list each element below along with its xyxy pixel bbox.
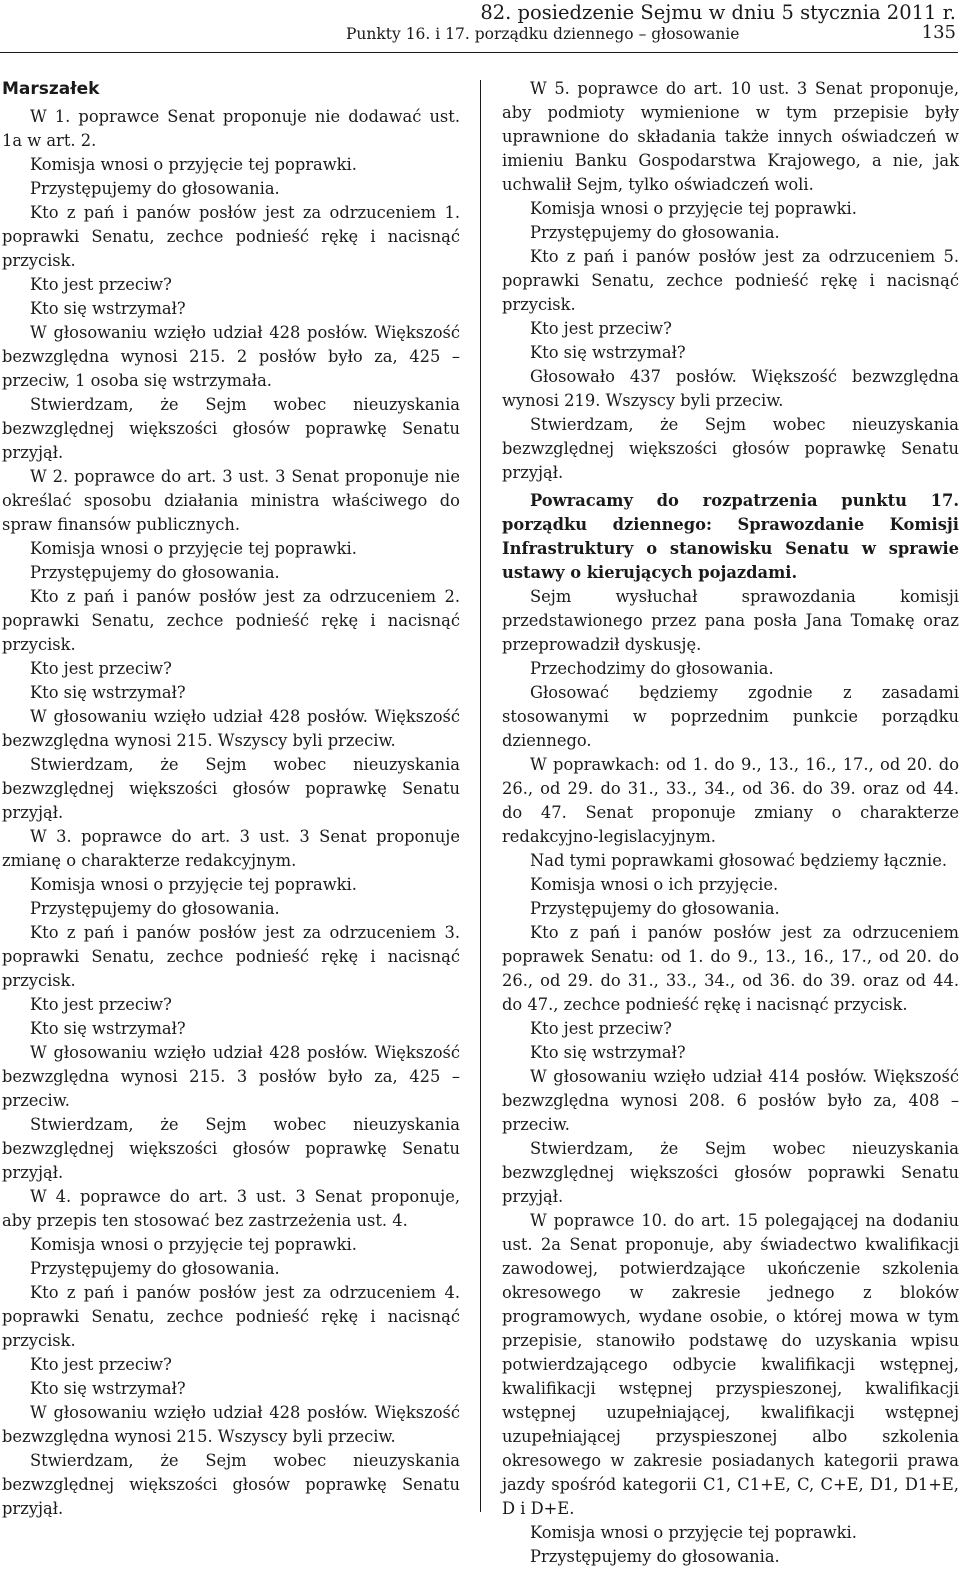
paragraph: Kto się wstrzymał?: [30, 1379, 186, 1398]
column-divider: [480, 80, 481, 1512]
paragraph: W 5. poprawce do art. 10 ust. 3 Senat proponuje, aby podmioty wymienione w tym przepisie były uprawnione do składania także innych oświadczeń w imieniu Banku Gospodarstwa Krajowego, a nie, jak uchwalił Sejm, tylko oświadczeń woli.: [502, 79, 959, 194]
document-subtitle: Punkty 16. i 17. porządku dziennego – głosowanie: [346, 25, 740, 43]
page-number: 135: [921, 22, 956, 43]
paragraph: Przystępujemy do głosowania.: [30, 1259, 280, 1278]
left-column: [2, 77, 460, 1521]
paragraph: Komisja wnosi o przyjęcie tej poprawki.: [30, 1235, 357, 1254]
paragraph: Przystępujemy do głosowania.: [30, 899, 280, 918]
paragraph: Przystępujemy do głosowania.: [530, 223, 780, 242]
paragraph: Kto jest przeciw?: [30, 1355, 172, 1374]
paragraph: Komisja wnosi o przyjęcie tej poprawki.: [30, 875, 357, 894]
paragraph: Komisja wnosi o przyjęcie tej poprawki.: [30, 539, 357, 558]
paragraph: W głosowaniu wzięło udział 428 posłów. Większość bezwzględna wynosi 215. Wszyscy byli przeciw.: [2, 1403, 460, 1446]
speaker-name: Marszałek: [2, 79, 100, 99]
paragraph: Kto z pań i panów posłów jest za odrzuceniem 3. poprawki Senatu, zechce podnieść rękę i nacisnąć przycisk.: [2, 923, 460, 990]
document-title: 82. posiedzenie Sejmu w dniu 5 stycznia 2011 r.: [480, 1, 956, 24]
paragraph: Kto jest przeciw?: [30, 995, 172, 1014]
paragraph: Stwierdzam, że Sejm wobec nieuzyskania bezwzględnej większości głosów poprawkę Senatu przyjął.: [2, 1451, 460, 1518]
paragraph: Kto z pań i panów posłów jest za odrzuceniem 4. poprawki Senatu, zechce podnieść rękę i nacisnąć przycisk.: [2, 1283, 460, 1350]
paragraph: Komisja wnosi o przyjęcie tej poprawki.: [530, 1523, 857, 1542]
paragraph: Komisja wnosi o przyjęcie tej poprawki.: [530, 199, 857, 218]
paragraph: Kto się wstrzymał?: [530, 1043, 686, 1062]
paragraph: Stwierdzam, że Sejm wobec nieuzyskania bezwzględnej większości głosów poprawkę Senatu przyjął.: [2, 1115, 460, 1182]
paragraph: Głosowało 437 posłów. Większość bezwzględna wynosi 219. Wszyscy byli przeciw.: [502, 367, 959, 410]
left-paragraphs: [2, 105, 460, 1521]
paragraph: Kto z pań i panów posłów jest za odrzuceniem 1. poprawki Senatu, zechce podnieść rękę i nacisnąć przycisk.: [2, 203, 460, 270]
paragraph: Komisja wnosi o ich przyjęcie.: [530, 875, 779, 894]
paragraph: Kto jest przeciw?: [30, 659, 172, 678]
paragraph: W głosowaniu wzięło udział 428 posłów. Większość bezwzględna wynosi 215. 3 posłów było za, 425 – przeciw.: [2, 1043, 460, 1110]
paragraph: W głosowaniu wzięło udział 428 posłów. Większość bezwzględna wynosi 215. Wszyscy byli przeciw.: [2, 707, 460, 750]
paragraph: W 3. poprawce do art. 3 ust. 3 Senat proponuje zmianę o charakterze redakcyjnym.: [2, 827, 460, 870]
paragraph: Przystępujemy do głosowania.: [30, 563, 280, 582]
right-paragraphs-after: [502, 585, 959, 1569]
paragraph: Kto z pań i panów posłów jest za odrzuceniem poprawek Senatu: od 1. do 9., 13., 16., 17., od 20. do 26., od 29. do 31., 33., 34., od 36. do 39. oraz od 44. do 47., zechce podnieść rękę i nacisnąć przycisk.: [502, 923, 959, 1014]
paragraph: Stwierdzam, że Sejm wobec nieuzyskania bezwzględnej większości głosów poprawki Senatu przyjął.: [502, 1139, 959, 1206]
paragraph: W 1. poprawce Senat proponuje nie dodawać ust. 1a w art. 2.: [2, 107, 460, 150]
paragraph: Kto się wstrzymał?: [30, 683, 186, 702]
paragraph: Kto się wstrzymał?: [530, 343, 686, 362]
agenda-item-heading: Powracamy do rozpatrzenia punktu 17. porządku dziennego: Sprawozdanie Komisji Infrastruktury o stanowisku Senatu w sprawie ustawy o kierujących pojazdami.: [502, 491, 959, 582]
paragraph: Przechodzimy do głosowania.: [530, 659, 774, 678]
paragraph: W 4. poprawce do art. 3 ust. 3 Senat proponuje, aby przepis ten stosować bez zastrzeżenia ust. 4.: [2, 1187, 460, 1230]
paragraph: W głosowaniu wzięło udział 414 posłów. Większość bezwzględna wynosi 208. 6 posłów było za, 408 – przeciw.: [502, 1067, 959, 1134]
page-header: [0, 0, 958, 77]
paragraph: W głosowaniu wzięło udział 428 posłów. Większość bezwzględna wynosi 215. 2 posłów było za, 425 – przeciw, 1 osoba się wstrzymała.: [2, 323, 460, 390]
paragraph: Stwierdzam, że Sejm wobec nieuzyskania bezwzględnej większości głosów poprawkę Senatu przyjął.: [502, 415, 959, 482]
paragraph: Przystępujemy do głosowania.: [30, 179, 280, 198]
paragraph: W poprawkach: od 1. do 9., 13., 16., 17., od 20. do 26., od 29. do 31., 33., 34., od 36. do 39. oraz od 44. do 47. Senat proponuje zmiany o charakterze redakcyjno-legislacyjnym.: [502, 755, 959, 846]
paragraph: Przystępujemy do głosowania.: [530, 1547, 780, 1566]
paragraph: Nad tymi poprawkami głosować będziemy łącznie.: [530, 851, 948, 870]
paragraph: Kto jest przeciw?: [30, 275, 172, 294]
paragraph: Komisja wnosi o przyjęcie tej poprawki.: [30, 155, 357, 174]
paragraph: Kto z pań i panów posłów jest za odrzuceniem 2. poprawki Senatu, zechce podnieść rękę i nacisnąć przycisk.: [2, 587, 460, 654]
paragraph: Stwierdzam, że Sejm wobec nieuzyskania bezwzględnej większości głosów poprawkę Senatu przyjął.: [2, 755, 460, 822]
paragraph: Kto się wstrzymał?: [30, 1019, 186, 1038]
paragraph: W 2. poprawce do art. 3 ust. 3 Senat proponuje nie określać sposobu działania ministra właściwego do spraw finansów publicznych.: [2, 467, 460, 534]
paragraph: W poprawce 10. do art. 15 polegającej na dodaniu ust. 2a Senat proponuje, aby świadectwo kwalifikacji zawodowej, potwierdzające ukończenie szkolenia okresowego w zakresie jednego z bloków programowych, wydane osobie, o której mowa w tym przepisie, stanowiło podstawę do uzyskania wpisu potwierdzającego odbycie kwalifikacji wstępnej, kwalifikacji wstępnej przyspieszonej, kwalifikacji wstępnej uzupełniającej, kwalifikacji wstępnej uzupełniającej przyspieszonej albo szkolenia okresowego w zakresie posiadanych kategorii prawa jazdy spośród kategorii C1, C1+E, C, C+E, D1, D1+E, D i D+E.: [502, 1211, 959, 1518]
right-column: [502, 77, 959, 1569]
paragraph: Stwierdzam, że Sejm wobec nieuzyskania bezwzględnej większości głosów poprawkę Senatu przyjął.: [2, 395, 460, 462]
paragraph: Kto jest przeciw?: [530, 319, 672, 338]
paragraph: Sejm wysłuchał sprawozdania komisji przedstawionego przez pana posła Jana Tomakę oraz przeprowadził dyskusję.: [502, 587, 959, 654]
paragraph: Głosować będziemy zgodnie z zasadami stosowanymi w poprzednim punkcie porządku dziennego.: [502, 683, 959, 750]
paragraph: Kto z pań i panów posłów jest za odrzuceniem 5. poprawki Senatu, zechce podnieść rękę i nacisnąć przycisk.: [502, 247, 959, 314]
paragraph: Kto się wstrzymał?: [30, 299, 186, 318]
paragraph: Przystępujemy do głosowania.: [530, 899, 780, 918]
paragraph: Kto jest przeciw?: [530, 1019, 672, 1038]
header-rule: [0, 52, 958, 53]
right-paragraphs-before: [502, 77, 959, 485]
